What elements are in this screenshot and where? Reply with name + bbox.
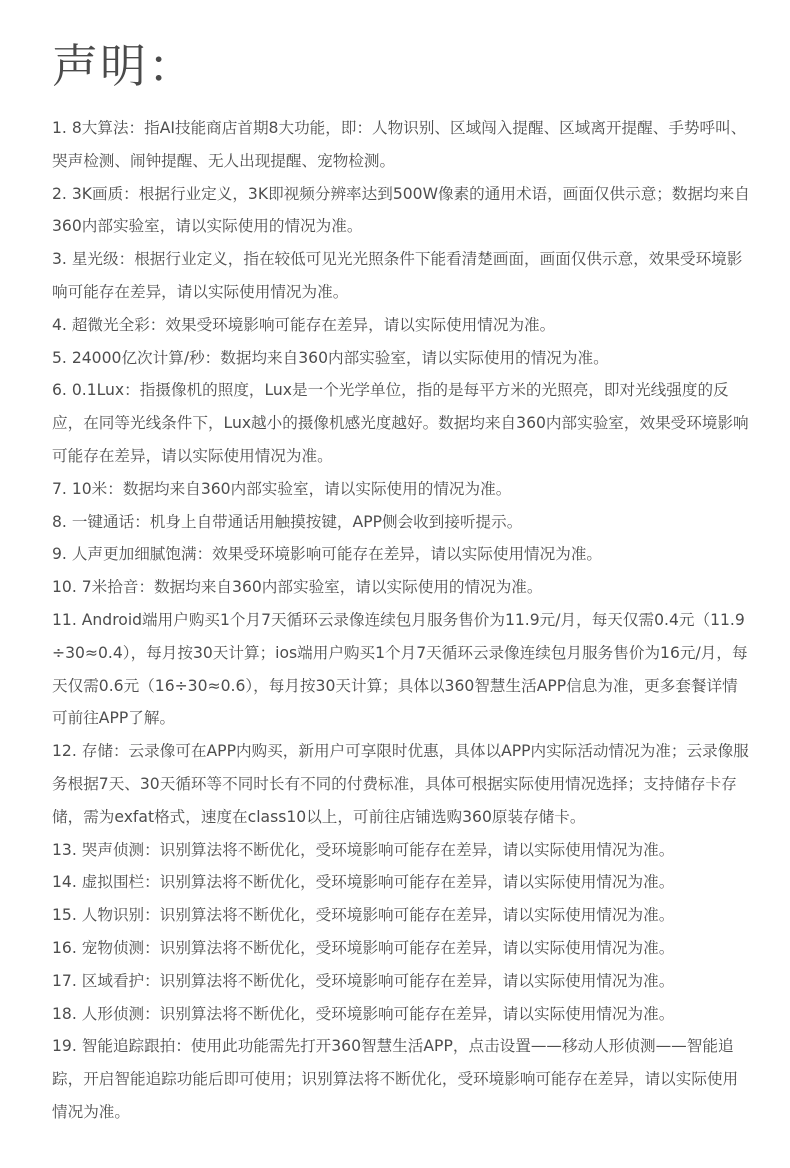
disclaimer-item: 17. 区域看护：识别算法将不断优化，受环境影响可能存在差异，请以实际使用情况为准。 xyxy=(52,971,675,990)
page-title: 声明： xyxy=(52,39,196,93)
disclaimer-item: 2. 3K画质：根据行业定义，3K即视频分辨率达到500W像素的通用术语，画面仅供示意；数据均来自360内部实验室，请以实际使用的情况为准。 xyxy=(52,184,750,236)
disclaimer-item: 19. 智能追踪跟拍：使用此功能需先打开360智慧生活APP，点击设置——移动人形侦测——智能追踪，开启智能追踪功能后即可使用；识别算法将不断优化，受环境影响可能存在差异，请以实际使用情况为准。 xyxy=(52,1037,739,1121)
disclaimer-item: 14. 虚拟围栏：识别算法将不断优化，受环境影响可能存在差异，请以实际使用情况为准。 xyxy=(52,873,675,892)
disclaimer-item: 4. 超微光全彩：效果受环境影响可能存在差异，请以实际使用情况为准。 xyxy=(52,315,556,334)
disclaimer-item: 16. 宠物侦测：识别算法将不断优化，受环境影响可能存在差异，请以实际使用情况为准。 xyxy=(52,938,675,957)
disclaimer-item: 8. 一键通话：机身上自带通话用触摸按键，APP侧会收到接听提示。 xyxy=(52,512,523,531)
disclaimer-item: 6. 0.1Lux：指摄像机的照度，Lux是一个光学单位，指的是每平方米的光照亮，即对光线强度的反应，在同等光线条件下，Lux越小的摄像机感光度越好。数据均来自360内部实验室，效果受环境影响可能存在差异，请以实际使用情况为准。 xyxy=(52,381,749,465)
disclaimer-item: 18. 人形侦测：识别算法将不断优化，受环境影响可能存在差异，请以实际使用情况为准。 xyxy=(52,1004,675,1023)
disclaimer-item: 5. 24000亿次计算/秒：数据均来自360内部实验室，请以实际使用的情况为准。 xyxy=(52,348,609,367)
disclaimer-item: 13. 哭声侦测：识别算法将不断优化，受环境影响可能存在差异，请以实际使用情况为准。 xyxy=(52,840,675,859)
disclaimer-item: 9. 人声更加细腻饱满：效果受环境影响可能存在差异，请以实际使用情况为准。 xyxy=(52,545,603,564)
disclaimer-list xyxy=(52,112,750,1129)
disclaimer-item: 1. 8大算法：指AI技能商店首期8大功能，即：人物识别、区域闯入提醒、区域离开提醒、手势呼叫、哭声检测、闹钟提醒、无人出现提醒、宠物检测。 xyxy=(52,119,747,170)
disclaimer-item: 11. Android端用户购买1个月7天循环云录像连续包月服务售价为11.9元/月，每天仅需0.4元（11.9÷30≈0.4），每月按30天计算；ios端用户购买1个月7天循环云录像连续包月服务售价为16元/月，每天仅需0.6元（16÷30≈0.6），每月按30天计算；具体以360智慧生活APP信息为准，更多套餐详情可前往APP了解。 xyxy=(52,610,748,728)
disclaimer-item: 3. 星光级：根据行业定义，指在较低可见光光照条件下能看清楚画面，画面仅供示意，效果受环境影响可能存在差异，请以实际使用情况为准。 xyxy=(52,250,743,301)
disclaimer-item: 12. 存储：云录像可在APP内购买，新用户可享限时优惠，具体以APP内实际活动情况为准；云录像服务根据7天、30天循环等不同时长有不同的付费标准，具体可根据实际使用情况选择；支持储存卡存储，需为exfat格式，速度在class10以上，可前往店铺选购360原装存储卡。 xyxy=(52,742,749,826)
disclaimer-item: 10. 7米拾音：数据均来自360内部实验室，请以实际使用的情况为准。 xyxy=(52,578,543,597)
disclaimer-item: 7. 10米：数据均来自360内部实验室，请以实际使用的情况为准。 xyxy=(52,479,512,498)
disclaimer-item: 15. 人物识别：识别算法将不断优化，受环境影响可能存在差异，请以实际使用情况为准。 xyxy=(52,906,675,925)
